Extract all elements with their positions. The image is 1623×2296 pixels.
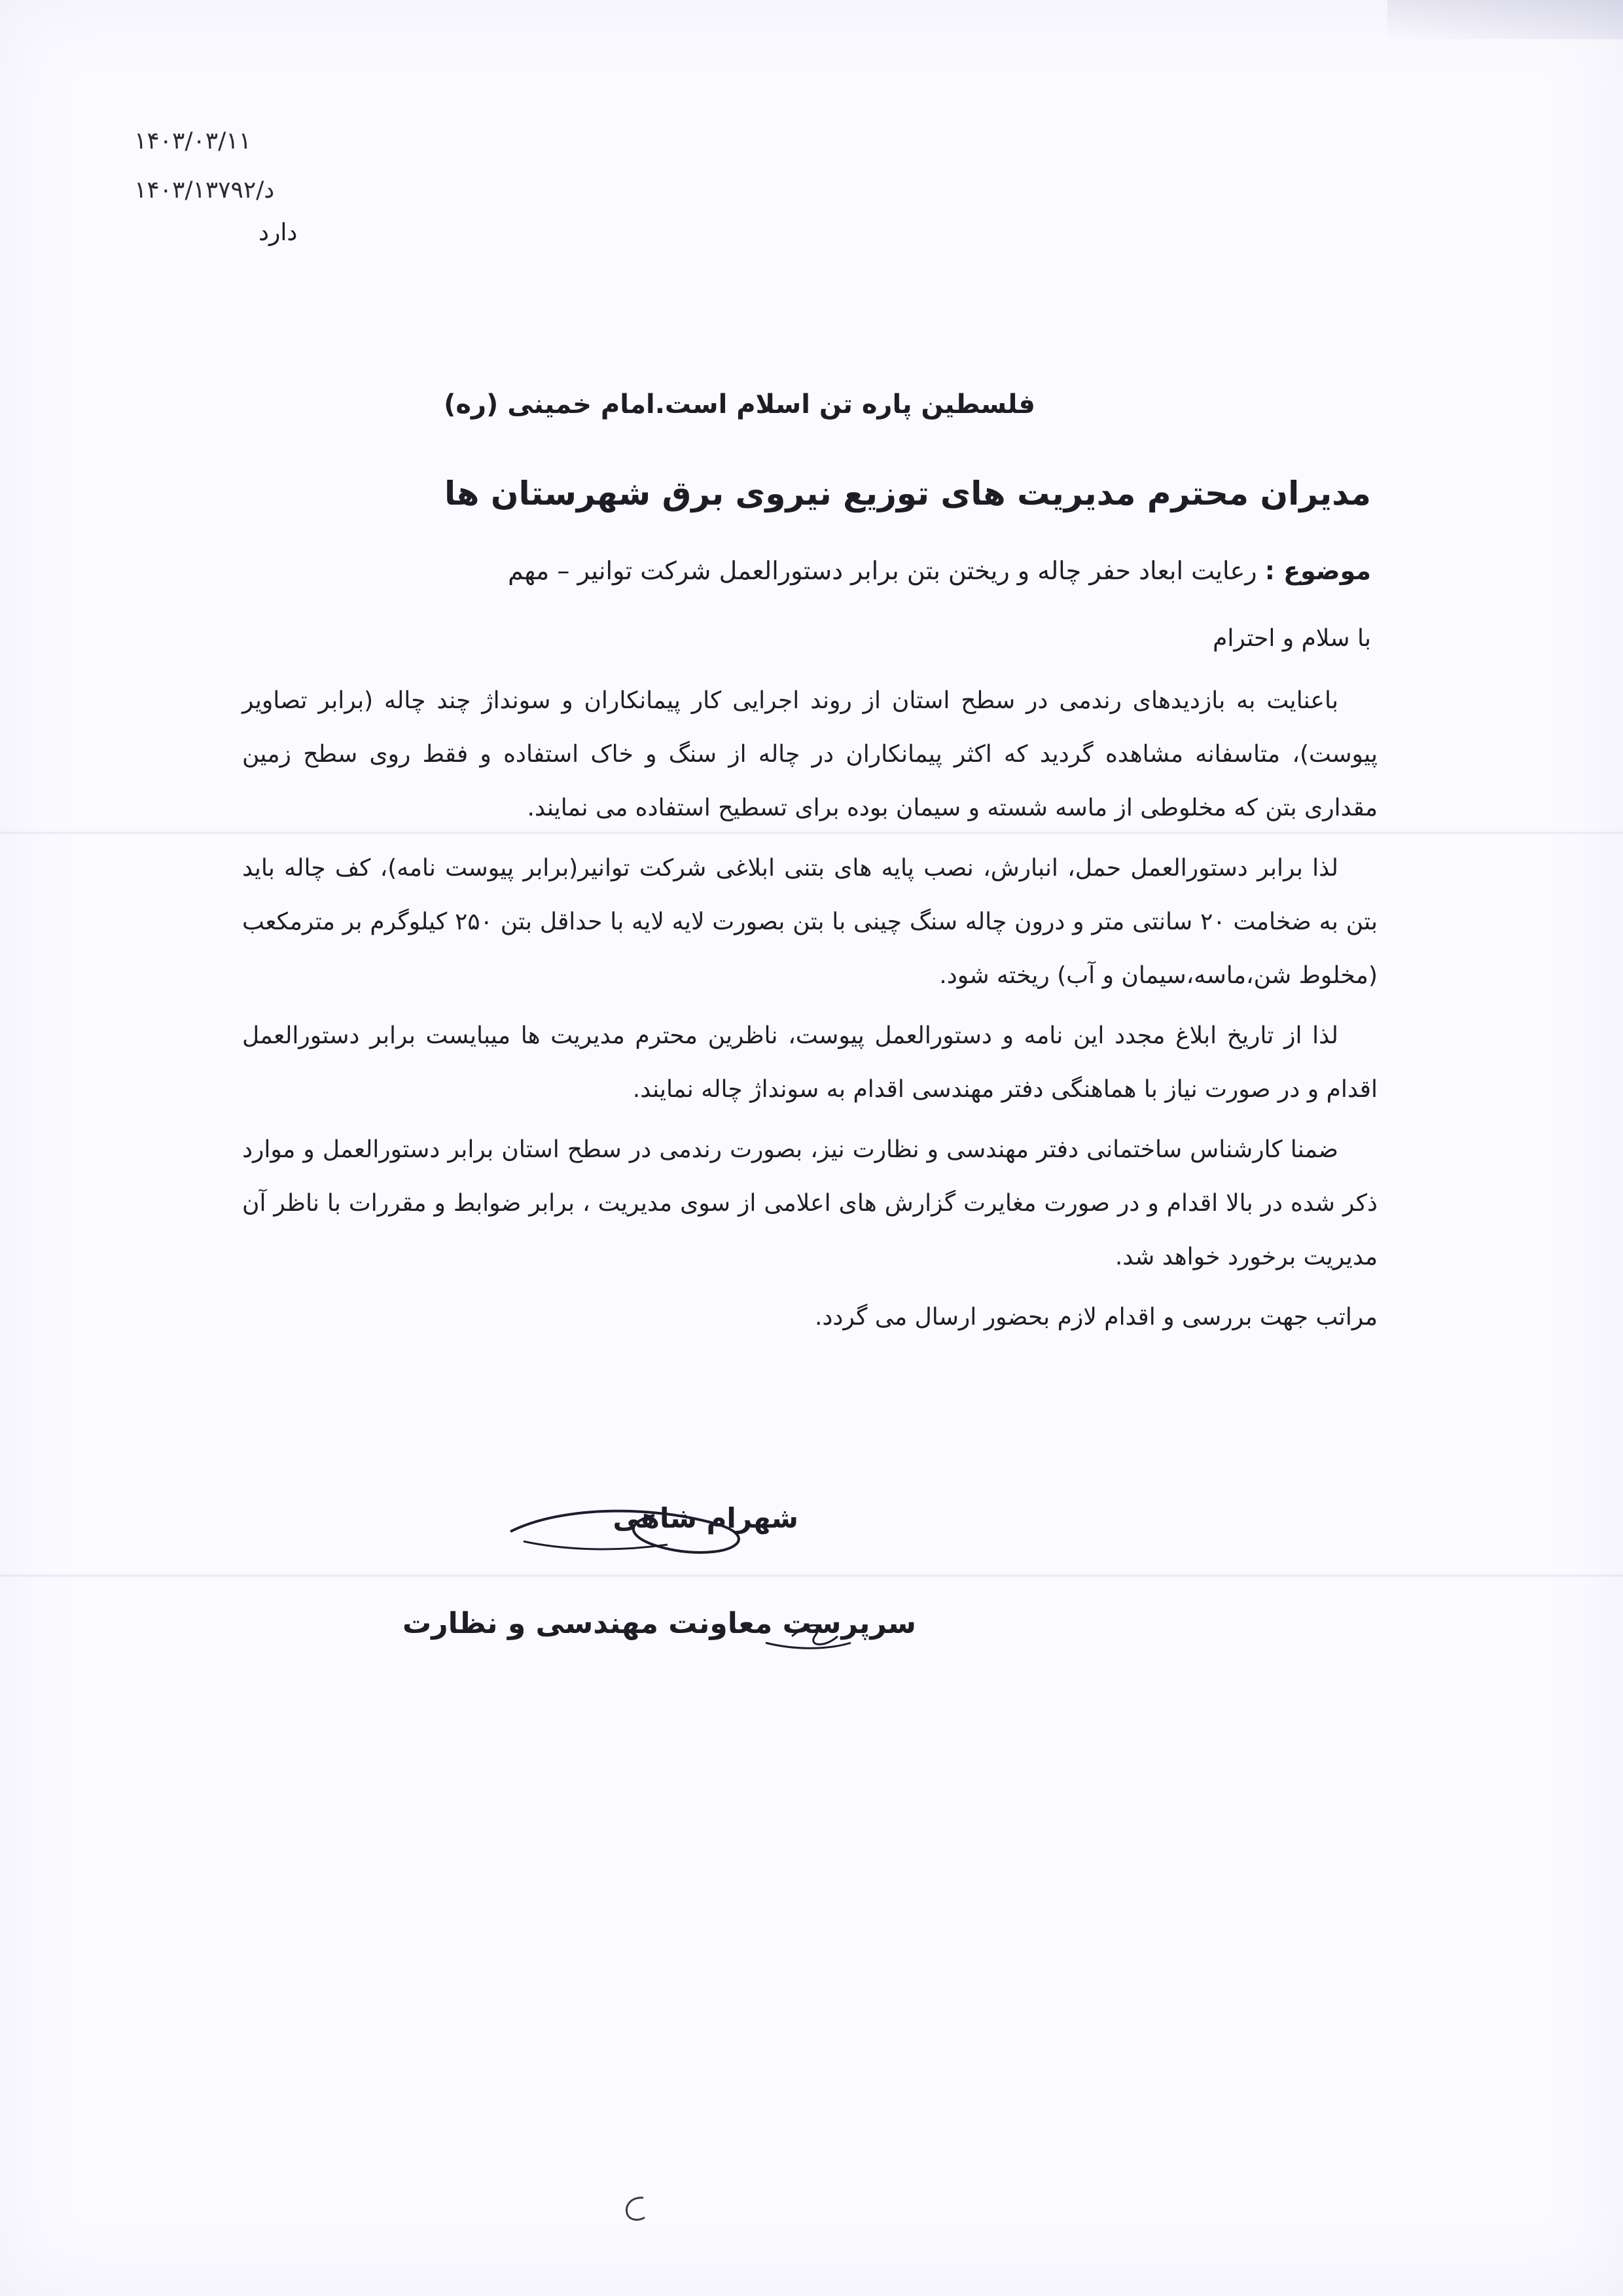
- subject-label: موضوع :: [1264, 556, 1371, 585]
- letter-motto: فلسطین پاره تن اسلام است.امام خمینی (ره): [444, 389, 1035, 420]
- body-paragraph: باعنایت به بازدیدهای رندمی در سطح استان از روند اجرایی کار پیمانکاران و سونداژ چند چاله (برابر تصاویر پیوست)، متاسفانه مشاهده گردید که اکثر پیمانکاران در چاله از سنگ و خاک استفاده و فقط روی سطح زمین مقداری بتن که مخلوطی از ماسه شسته و سیمان بوده برای تسطیح استفاده می نمایند.: [242, 687, 1378, 821]
- body-paragraph: مراتب جهت بررسی و اقدام لازم بحضور ارسال می گردد.: [814, 1304, 1378, 1331]
- attachment-status: دارد: [259, 219, 298, 246]
- signer-title: سرپرست معاونت مهندسی و نظارت: [402, 1607, 916, 1640]
- letter-subject: [193, 556, 1371, 585]
- body-paragraph: ضمنا کارشناس ساختمانی دفتر مهندسی و نظارت نیز، بصورت رندمی در سطح استان برابر دستورالعمل و موارد ذکر شده در بالا اقدام و در صورت مغایرت گزارش های اعلامی از سوی مدیریت ، برابر ضوابط و مقررات با ناظر آن مدیریت برخورد خواهد شد.: [242, 1136, 1378, 1270]
- subject-text: رعایت ابعاد حفر چاله و ریختن بتن برابر دستورالعمل شرکت توانیر – مهم: [508, 556, 1257, 585]
- scan-corner-shadow: [1387, 0, 1623, 39]
- letter-greeting: با سلام و احترام: [1213, 625, 1371, 652]
- body-paragraph: لذا از تاریخ ابلاغ مجدد این نامه و دستورالعمل پیوست، ناظرین محترم مدیریت ها میبایست برابر دستورالعمل اقدام و در صورت نیاز با هماهنگی دفتر مهندسی اقدام به سونداژ چاله نمایند.: [242, 1022, 1378, 1103]
- stray-pen-mark: [618, 2193, 651, 2225]
- letter-addressee: مدیران محترم مدیریت های توزیع نیروی برق شهرستان ها: [444, 475, 1371, 512]
- body-paragraph: لذا برابر دستورالعمل حمل، انبارش، نصب پایه های بتنی ابلاغی شرکت توانیر(برابر پیوست نامه)، کف چاله باید بتن به ضخامت ۲۰ سانتی متر و درون چاله سنگ چینی با بتن بصورت لایه لایه با حداقل بتن ۲۵۰ کیلوگرم بر مترمکعب (مخلوط شن،ماسه،سیمان و آب) ریخته شود.: [242, 855, 1378, 989]
- signer-name: شهرام شاهی: [613, 1502, 798, 1534]
- letter-body: [242, 674, 1378, 1351]
- letter-number: ۱۴۰۳/د/۱۳۷۹۲: [134, 177, 275, 204]
- letter-date: ۱۴۰۳/۰۳/۱۱: [134, 128, 251, 154]
